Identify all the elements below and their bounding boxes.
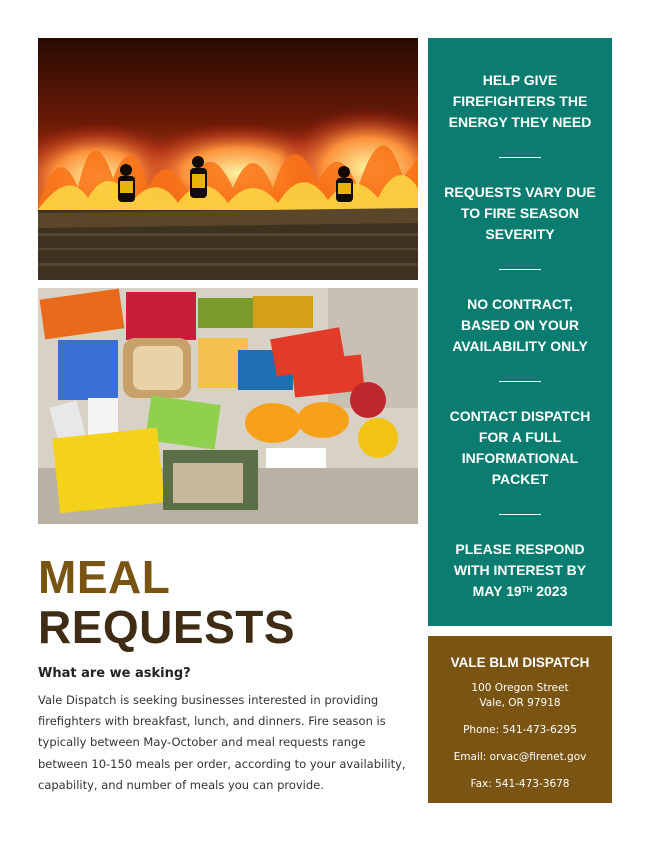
packed-meals-photo [38,288,418,524]
sidebar-item-deadline [428,539,612,602]
info-sidebar [428,38,612,626]
sidebar-item-no-contract: NO CONTRACT, BASED ON YOUR AVAILABILITY ONLY [452,296,588,354]
deadline-year: 2023 [532,583,568,599]
contact-fax: Fax: 541-473-3678 [470,778,570,790]
section-heading: What are we asking? [38,666,191,681]
contact-phone: Phone: 541-473-6295 [463,724,577,736]
wildfire-firefighters-photo [38,38,418,280]
sidebar-divider [499,381,541,382]
page-title-line-2: REQUESTS [38,601,296,653]
contact-panel [428,636,612,803]
sidebar-item-severity: REQUESTS VARY DUE TO FIRE SEASON SEVERITY [444,184,596,242]
sidebar-divider [499,514,541,515]
contact-city: Vale, OR 97918 [479,697,561,709]
deadline-ordinal: TH [521,585,533,594]
contact-street: 100 Oregon Street [471,682,569,694]
sidebar-item-energy: HELP GIVE FIREFIGHTERS THE ENERGY THEY NEED [448,72,592,130]
sidebar-divider [499,269,541,270]
deadline-text: PLEASE RESPOND WITH INTEREST BY MAY 19 [453,541,587,599]
sidebar-divider [499,157,541,158]
page-title-line-1: MEAL [38,551,171,603]
contact-name: VALE BLM DISPATCH [450,655,590,670]
contact-email: Email: orvac@firenet.gov [453,751,587,763]
section-body: Vale Dispatch is seeking businesses interested in providing firefighters with breakfast, lunch, and dinners. Fire season is typically between May-October and meal requests range between 10-150 meals per order, according to your availability, capability, and number of meals you can provide. [38,693,406,792]
sidebar-item-contact: CONTACT DISPATCH FOR A FULL INFORMATIONAL PACKET [449,408,591,487]
